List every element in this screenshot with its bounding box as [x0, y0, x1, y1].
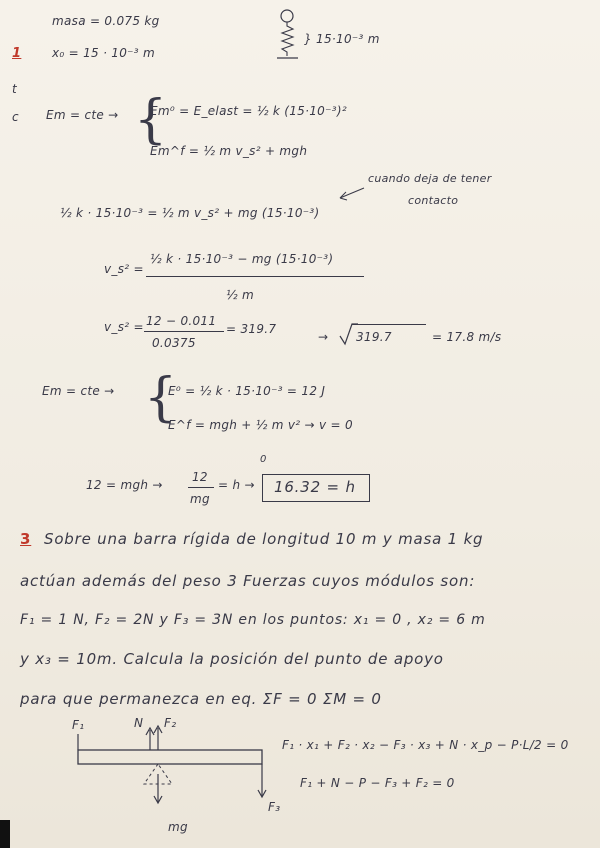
beam-diagram [66, 724, 266, 834]
brace-1: { [134, 90, 168, 150]
note-line1: cuando deja de tener [368, 172, 492, 185]
eq4-boxed: 16.32 = h [274, 478, 356, 496]
eq4-den: mg [190, 492, 210, 506]
eq3-lhs: v_s² = [104, 320, 144, 334]
eq2-denominator: ½ m [226, 288, 255, 302]
label-mg: mg [168, 820, 188, 834]
eq3-fraction-bar [144, 331, 224, 332]
problem3-line1: Sobre una barra rígida de longitud 10 m y masa 1 kg [44, 530, 484, 548]
energy-cte-left-1: Em = cte → [46, 108, 119, 122]
energy2-line1: E⁰ = ½ k · 15·10⁻³ = 12 J [168, 384, 326, 398]
sqrt-argument: 319.7 [356, 330, 392, 344]
equation-1: ½ k · 15·10⁻³ = ½ m v_s² + mg (15·10⁻³) [60, 206, 320, 220]
exercise-number-3: 3 [20, 530, 32, 548]
page-edge-shadow [0, 820, 10, 848]
eq4-num: 12 [192, 470, 208, 484]
force-equation: F₁ + N − P − F₃ + F₂ = 0 [300, 776, 455, 790]
eq3-arrow: → [318, 330, 329, 344]
sqrt-bar [352, 324, 426, 325]
label-f1: F₁ [72, 718, 85, 732]
eq2-fraction-bar [146, 276, 364, 277]
problem3-line2: actúan además del peso 3 Fuerzas cuyos módulos son: [20, 572, 476, 590]
eq3-result: = 319.7 [226, 322, 277, 336]
exercise-number-1: 1 [12, 46, 22, 61]
energy-cte-left-2: Em = cte → [42, 384, 115, 398]
brace-2: { [144, 368, 178, 428]
energy1-line1: Em⁰ = E_elast = ½ k (15·10⁻³)² [150, 104, 347, 118]
eq4-fraction-bar [188, 487, 214, 488]
problem3-line4: y x₃ = 10m. Calcula la posición del punto de apoyo [20, 650, 444, 668]
eq3-final: = 17.8 m/s [432, 330, 502, 344]
eq2-numerator: ½ k · 15·10⁻³ − mg (15·10⁻³) [150, 252, 334, 266]
margin-c: c [12, 110, 19, 124]
x0-line: x₀ = 15 · 10⁻³ m [52, 46, 156, 60]
label-f2: F₂ [164, 716, 177, 730]
label-n: N [134, 716, 144, 730]
sqrt-sign [338, 322, 358, 348]
energy2-line2: E^f = mgh + ½ m v² → v = 0 [168, 418, 353, 432]
note-line2: contacto [408, 194, 459, 207]
problem3-line3: F₁ = 1 N, F₂ = 2N y F₃ = 3N en los puntos: x₁ = 0 , x₂ = 6 m [20, 612, 486, 628]
spring-label: } 15·10⁻³ m [304, 32, 380, 46]
eq2-lhs: v_s² = [104, 262, 144, 276]
energy2-zero: 0 [260, 454, 267, 465]
eq4-rest: = h → [218, 478, 255, 492]
label-f3: F₃ [268, 800, 281, 814]
problem3-line5: para que permanezca en eq. ΣF = 0 ΣM = 0 [20, 690, 382, 708]
moment-equation: F₁ · x₁ + F₂ · x₂ − F₃ · x₃ + N · x_p − P·L/2 = 0 [282, 738, 569, 752]
note-arrow [336, 184, 366, 204]
eq4-lhs: 12 = mgh → [86, 478, 163, 492]
eq3-denominator: 0.0375 [152, 336, 196, 350]
eq3-numerator: 12 − 0.011 [146, 314, 217, 328]
mass-line: masa = 0.075 kg [52, 14, 160, 28]
energy1-line2: Em^f = ½ m v_s² + mgh [150, 144, 308, 158]
margin-t: t [12, 82, 18, 96]
